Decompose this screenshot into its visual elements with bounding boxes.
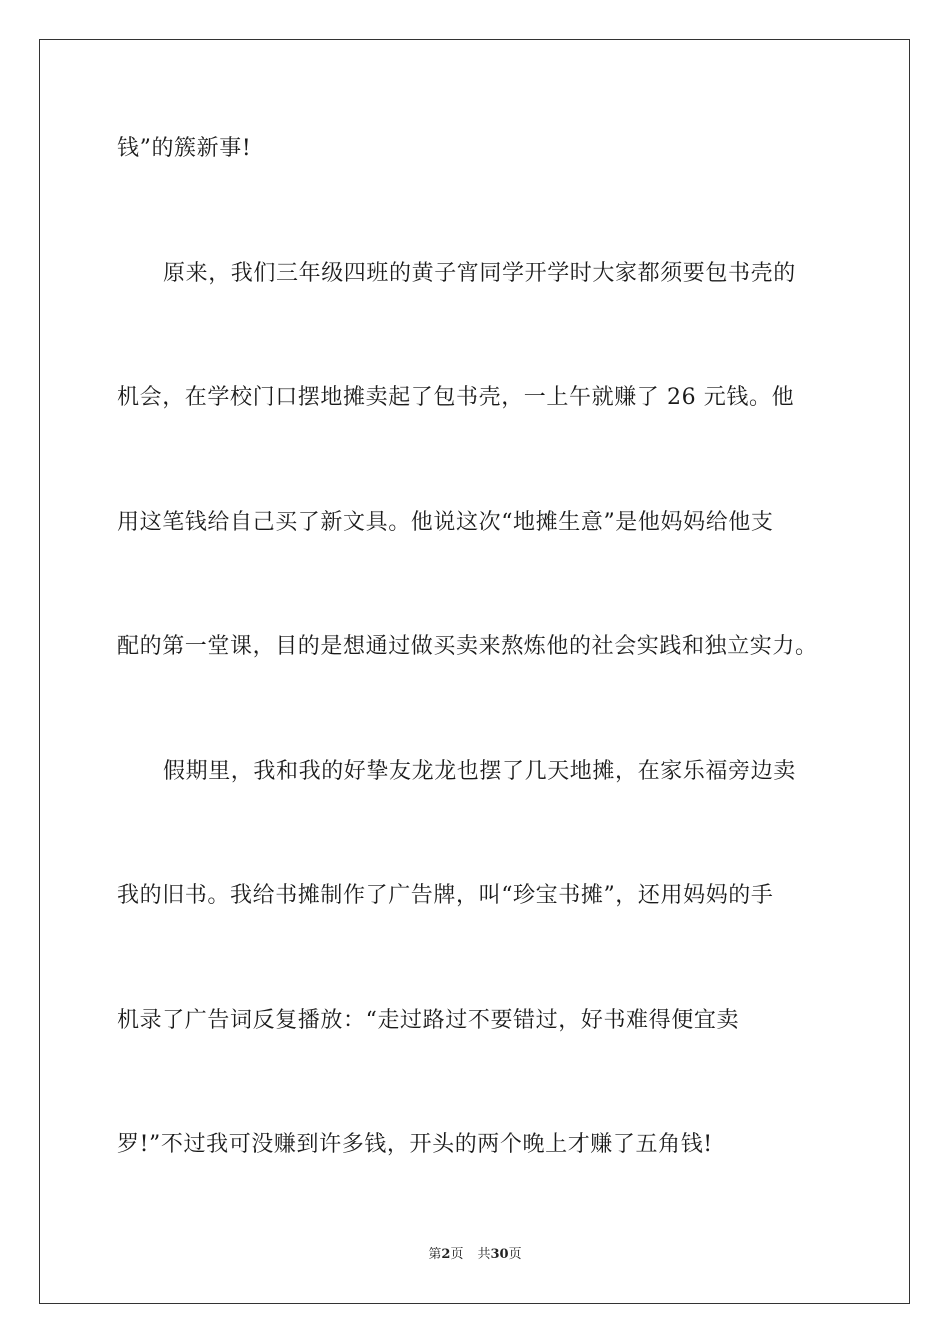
text-line: 用这笔钱给自己买了新文具。他说这次“地摊生意”是他妈妈给他支: [117, 510, 774, 535]
page-footer: [0, 1246, 950, 1264]
text-line: 我的旧书。我给书摊制作了广告牌，叫“珍宝书摊”，还用妈妈的手: [117, 883, 774, 908]
text-line: 机会，在学校门口摆地摊卖起了包书壳，一上午就赚了 26 元钱。他: [117, 385, 795, 410]
text-line: 罗!”不过我可没赚到许多钱，开头的两个晚上才赚了五角钱!: [117, 1132, 713, 1157]
page-suffix: 页: [450, 1247, 464, 1262]
total-suffix: 页: [508, 1247, 522, 1262]
page-prefix: 第: [428, 1247, 442, 1262]
text-line: 机录了广告词反复播放：“走过路过不要错过，好书难得便宜卖: [117, 1008, 740, 1033]
paragraph-start-line: 假期里，我和我的好挚友龙龙也摆了几天地摊，在家乐福旁边卖: [163, 759, 796, 784]
total-pages: 30: [490, 1247, 509, 1262]
text-line: 配的第一堂课，目的是想通过做买卖来熬炼他的社会实践和独立实力。: [117, 634, 818, 659]
paragraph-start-line: 原来，我们三年级四班的黄子宵同学开学时大家都须要包书壳的: [163, 261, 796, 286]
total-prefix: 共: [477, 1247, 491, 1262]
text-line: 钱”的簇新事!: [117, 136, 252, 161]
page-number: 2: [441, 1247, 451, 1262]
page-border: [39, 39, 910, 1304]
